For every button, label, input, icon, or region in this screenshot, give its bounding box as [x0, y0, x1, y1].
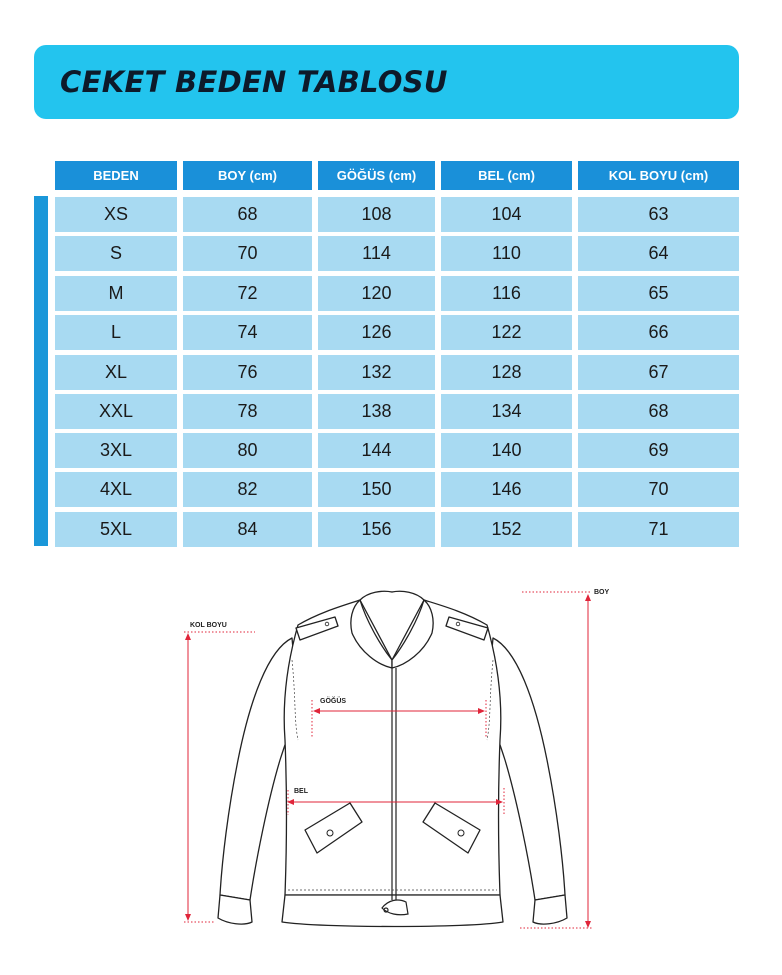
table-cell-gogus: 120 [318, 276, 435, 311]
table-cell-beden: S [55, 236, 177, 271]
table-cell-kol-boyu: 70 [578, 472, 739, 507]
table-cell-kol-boyu: 63 [578, 197, 739, 232]
table-cell-gogus: 150 [318, 472, 435, 507]
table-cell-bel: 146 [441, 472, 572, 507]
table-cell-bel: 110 [441, 236, 572, 271]
table-cell-gogus: 138 [318, 394, 435, 429]
table-cell-gogus: 114 [318, 236, 435, 271]
table-cell-beden: L [55, 315, 177, 350]
title-banner [34, 45, 739, 119]
jacket-diagram [0, 575, 782, 975]
table-cell-boy: 82 [183, 472, 312, 507]
table-cell-kol-boyu: 69 [578, 433, 739, 468]
table-cell-bel: 152 [441, 512, 572, 547]
table-cell-kol-boyu: 71 [578, 512, 739, 547]
table-cell-beden: XS [55, 197, 177, 232]
table-cell-kol-boyu: 64 [578, 236, 739, 271]
table-cell-gogus: 144 [318, 433, 435, 468]
table-cell-boy: 84 [183, 512, 312, 547]
table-cell-bel: 134 [441, 394, 572, 429]
table-cell-bel: 104 [441, 197, 572, 232]
table-cell-gogus: 132 [318, 355, 435, 390]
table-cell-beden: 5XL [55, 512, 177, 547]
table-cell-bel: 140 [441, 433, 572, 468]
table-cell-kol-boyu: 66 [578, 315, 739, 350]
table-cell-kol-boyu: 67 [578, 355, 739, 390]
header-cell-beden: BEDEN [55, 161, 177, 190]
table-cell-beden: 4XL [55, 472, 177, 507]
bel-label: BEL [294, 788, 308, 795]
table-cell-boy: 72 [183, 276, 312, 311]
table-cell-kol-boyu: 65 [578, 276, 739, 311]
table-cell-kol-boyu: 68 [578, 394, 739, 429]
table-cell-bel: 116 [441, 276, 572, 311]
table-side-accent [34, 196, 48, 546]
table-cell-gogus: 156 [318, 512, 435, 547]
table-cell-beden: XXL [55, 394, 177, 429]
table-cell-beden: XL [55, 355, 177, 390]
table-cell-boy: 68 [183, 197, 312, 232]
table-cell-boy: 74 [183, 315, 312, 350]
table-cell-bel: 122 [441, 315, 572, 350]
table-cell-boy: 70 [183, 236, 312, 271]
jacket-illustration [0, 575, 782, 975]
header-cell-bel: BEL (cm) [441, 161, 572, 190]
table-cell-bel: 128 [441, 355, 572, 390]
header-cell-kol-boyu: KOL BOYU (cm) [578, 161, 739, 190]
gogus-label: GÖĞÜS [320, 698, 347, 705]
table-cell-boy: 78 [183, 394, 312, 429]
table-cell-gogus: 126 [318, 315, 435, 350]
page-title: CEKET BEDEN TABLOSU [60, 65, 448, 99]
table-cell-boy: 80 [183, 433, 312, 468]
boy-label: BOY [594, 589, 610, 596]
table-cell-gogus: 108 [318, 197, 435, 232]
table-cell-boy: 76 [183, 355, 312, 390]
header-cell-gogus: GÖĞÜS (cm) [318, 161, 435, 190]
table-cell-beden: M [55, 276, 177, 311]
table-cell-beden: 3XL [55, 433, 177, 468]
kol-boyu-label: KOL BOYU [190, 622, 227, 629]
header-cell-boy: BOY (cm) [183, 161, 312, 190]
